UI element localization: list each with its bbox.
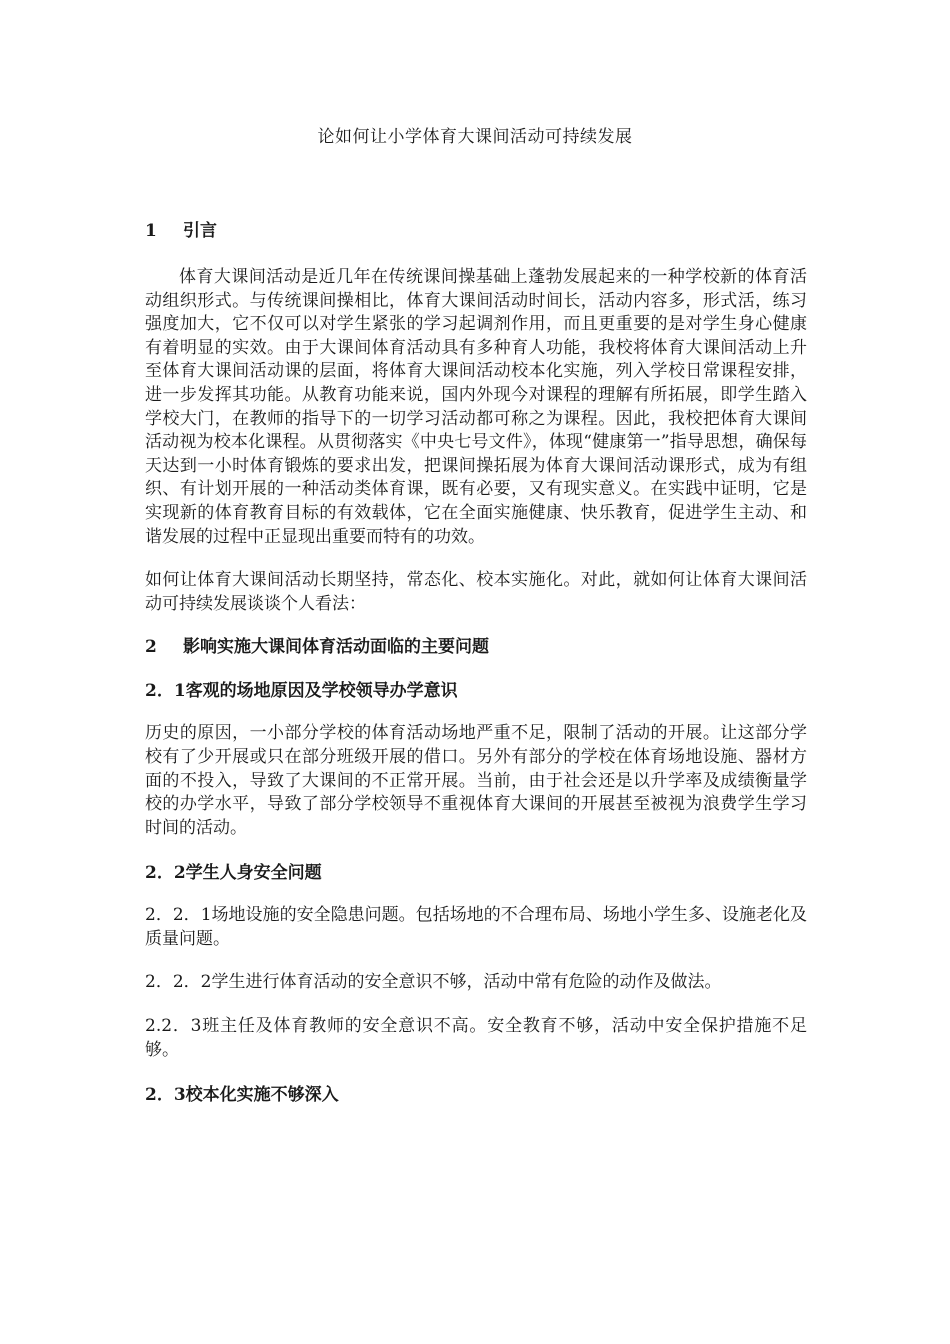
section-number: 1 — [145, 221, 157, 241]
section-2-heading — [145, 634, 807, 660]
subsection-2-1-heading: 2．1客观的场地原因及学校领导办学意识 — [145, 681, 458, 702]
intro-paragraph-2: 如何让体育大课间活动长期坚持，常态化、校本实施化。对此，就如何让体育大课间活动可持续发展谈谈个人看法： — [145, 570, 807, 614]
item-2-2-3: 2.2．3班主任及体育教师的安全意识不高。安全教育不够，活动中安全保护措施不足够。 — [145, 1016, 807, 1060]
subsection-2-2-heading: 2．2学生人身安全问题 — [145, 863, 322, 884]
subsection-2-3-heading: 2．3校本化实施不够深入 — [145, 1085, 339, 1106]
document-body — [145, 218, 807, 1108]
section-1-heading — [145, 218, 807, 244]
intro-paragraph-1: 体育大课间活动是近几年在传统课间操基础上蓬勃发展起来的一种学校新的体育活动组织形式。与传统课间操相比，体育大课间活动时间长，活动内容多，形式活，练习强度加大，它不仅可以对学生紧张的学习起调剂作用，而且更重要的是对学生身心健康有着明显的实效。由于大课间体育活动具有多种育人功能，我校将体育大课间活动上升至体育大课间活动课的层面，将体育大课间活动校本化实施，列入学校日常课程安排，进一步发挥其功能。从教育功能来说，国内外现今对课程的理解有所拓展，即学生踏入学校大门，在教师的指导下的一切学习活动都可称之为课程。因此，我校把体育大课间活动视为校本化课程。从贯彻落实《中央七号文件》，体现“健康第一”指导思想，确保每天达到一小时体育锻炼的要求出发，把课间操拓展为体育大课间活动课形式，成为有组织、有计划开展的一种活动类体育课，既有必要，又有现实意义。在实践中证明，它是实现新的体育教育目标的有效载体，它在全面实施健康、快乐教育，促进学生主动、和谐发展的过程中正显现出重要而特有的功效。 — [145, 267, 807, 547]
section-heading-text: 影响实施大课间体育活动面临的主要问题 — [183, 637, 489, 658]
section-heading-text: 引言 — [183, 221, 217, 241]
section-number: 2 — [145, 637, 157, 658]
item-2-2-1: 2．2．1场地设施的安全隐患问题。包括场地的不合理布局、场地小学生多、设施老化及质量问题。 — [145, 905, 807, 949]
subsection-2-1-paragraph: 历史的原因，一小部分学校的体育活动场地严重不足，限制了活动的开展。让这部分学校有了少开展或只在部分班级开展的借口。另外有部分的学校在体育场地设施、器材方面的不投入，导致了大课间的不正常开展。当前，由于社会还是以升学率及成绩衡量学校的办学水平，导致了部分学校领导不重视体育大课间的开展甚至被视为浪费学生学习时间的活动。 — [145, 723, 807, 838]
document-title: 论如何让小学体育大课间活动可持续发展 — [317, 127, 633, 147]
item-2-2-2: 2．2．2学生进行体育活动的安全意识不够，活动中常有危险的动作及做法。 — [145, 972, 722, 993]
